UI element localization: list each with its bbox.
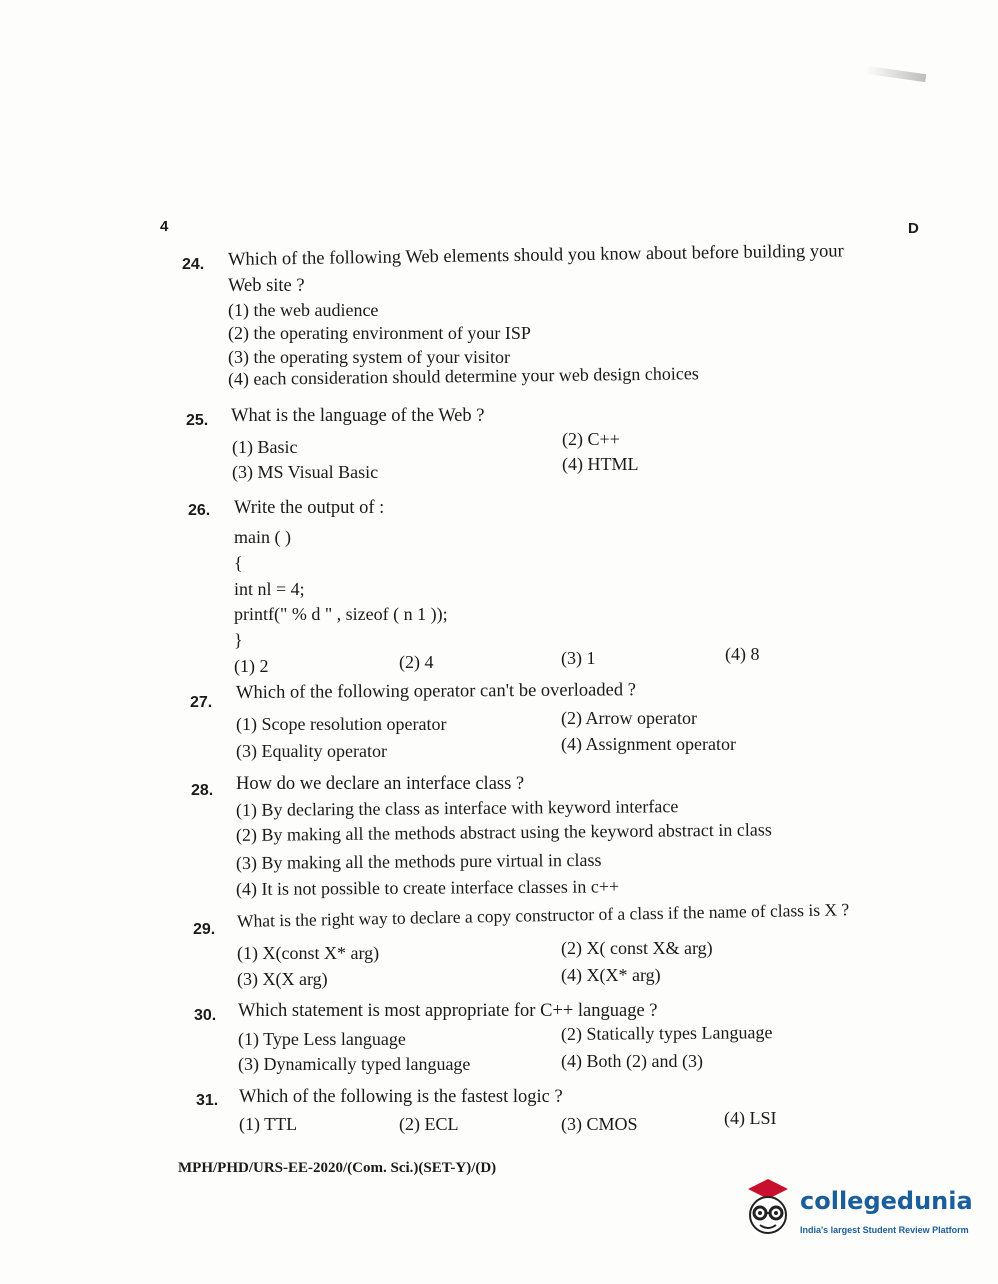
question-text: Write the output of : (234, 498, 385, 518)
question-text: Which of the following is the fastest logic ? (239, 1087, 563, 1107)
option-2: (2) Arrow operator (561, 708, 697, 728)
code-line: { (234, 553, 243, 573)
question-text: Which of the following Web elements should you know about before building your (227, 241, 844, 270)
question-text: What is the right way to declare a copy constructor of a class if the name of class is X ? (236, 899, 850, 931)
set-code: D (908, 220, 919, 237)
option-4: (4) each consideration should determine your web design choices (227, 363, 699, 389)
question-text: Which of the following operator can't be overloaded ? (235, 680, 636, 703)
mascot-logo-icon (740, 1175, 796, 1245)
option-3: (3) Dynamically typed language (238, 1054, 471, 1074)
option-2: (2) 4 (399, 652, 434, 672)
option-2: (2) Statically types Language (560, 1022, 773, 1044)
option-1: (1) Type Less language (238, 1029, 406, 1049)
question-text: What is the language of the Web ? (231, 406, 485, 426)
option-2: (2) By making all the methods abstract using the keyword abstract in class (235, 819, 772, 845)
option-3: (3) Equality operator (236, 741, 387, 761)
option-4: (4) HTML (562, 454, 639, 474)
code-line: int nl = 4; (234, 579, 305, 599)
question-number: 26. (188, 502, 211, 519)
option-3: (3) CMOS (561, 1114, 638, 1134)
question-number: 24. (182, 256, 205, 273)
brand-tagline: India's largest Student Review Platform (800, 1225, 969, 1235)
page-number: 4 (160, 218, 169, 235)
question-text: How do we declare an interface class ? (236, 774, 525, 794)
option-1: (1) Scope resolution operator (236, 714, 447, 734)
question-text: Which statement is most appropriate for C++ language ? (238, 1001, 658, 1021)
option-3: (3) By making all the methods pure virtual in class (235, 849, 602, 873)
option-3: (3) the operating system of your visitor (228, 347, 510, 367)
question-number: 29. (193, 921, 216, 938)
question-number: 31. (196, 1092, 219, 1109)
option-3: (3) 1 (561, 648, 596, 668)
option-3: (3) X(X arg) (237, 969, 328, 989)
option-4: (4) LSI (724, 1108, 777, 1128)
question-text: Web site ? (228, 276, 305, 296)
option-2: (2) ECL (399, 1114, 459, 1134)
option-2: (2) C++ (562, 429, 620, 449)
question-number: 27. (190, 694, 213, 711)
code-line: printf(" % d " , sizeof ( n 1 )); (234, 604, 448, 624)
question-number: 25. (186, 412, 209, 429)
question-number: 30. (194, 1007, 217, 1024)
scan-shadow (866, 66, 927, 82)
option-2: (2) X( const X& arg) (561, 938, 713, 958)
code-line: main ( ) (234, 527, 291, 547)
collegedunia-watermark (740, 1175, 973, 1255)
footer-code: MPH/PHD/URS-EE-2020/(Com. Sci.)(SET-Y)/(D) (178, 1160, 497, 1176)
option-4: (4) 8 (725, 644, 760, 664)
option-4: (4) X(X* arg) (561, 965, 661, 985)
option-1: (1) By declaring the class as interface with keyword interface (235, 796, 679, 820)
brand-name: collegedunia (800, 1187, 973, 1215)
code-line: } (234, 630, 243, 650)
option-1: (1) Basic (232, 437, 298, 457)
option-4: (4) Assignment operator (561, 734, 736, 754)
option-2: (2) the operating environment of your ISP (228, 323, 531, 343)
option-1: (1) TTL (239, 1114, 298, 1134)
question-number: 28. (191, 782, 214, 799)
option-4: (4) Both (2) and (3) (561, 1051, 703, 1071)
option-3: (3) MS Visual Basic (232, 462, 379, 482)
option-1: (1) the web audience (228, 300, 379, 320)
option-4: (4) It is not possible to create interface classes in c++ (235, 876, 620, 899)
option-1: (1) 2 (234, 656, 269, 676)
option-1: (1) X(const X* arg) (237, 943, 380, 963)
